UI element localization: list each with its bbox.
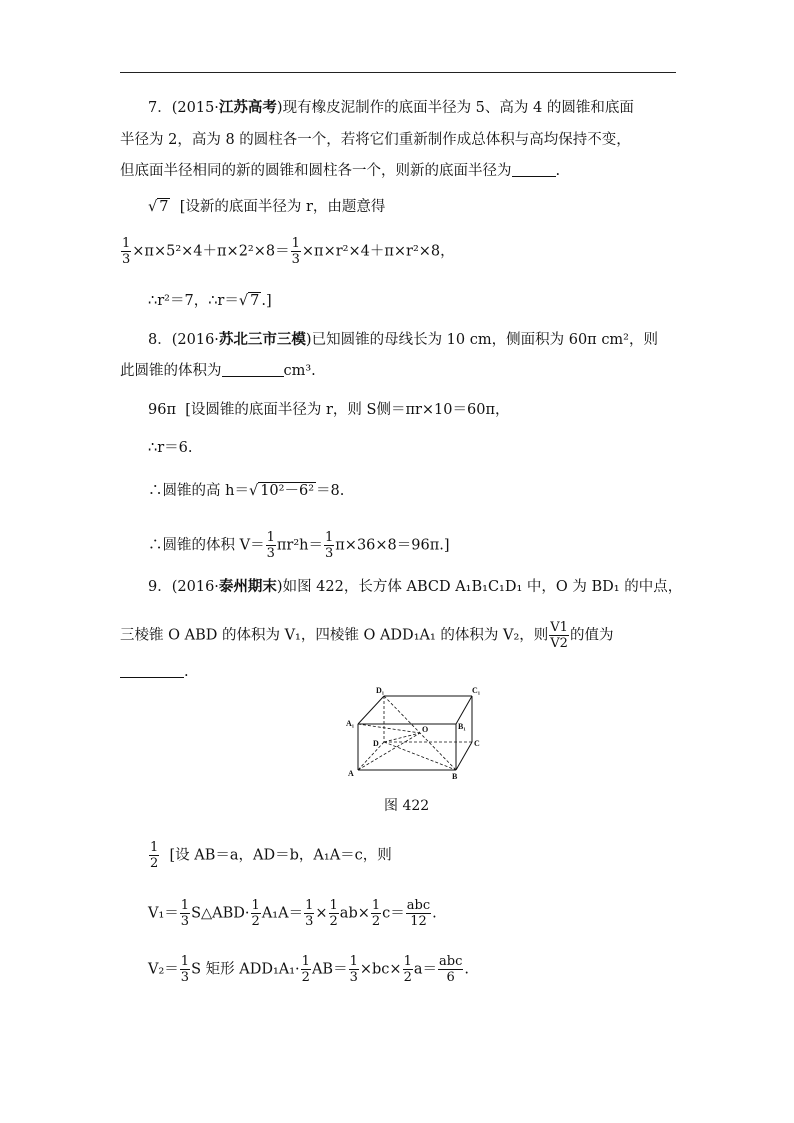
cuboid-figure [340,684,500,780]
a7-conclusion: ∴r²＝7，∴r＝√ 7 .] [148,293,272,309]
label-C1: C₁ [472,686,481,695]
q7-line3: 但底面半径相同的新的圆锥和圆柱各一个，则新的底面半径为 . [120,163,561,179]
label-D: D [373,739,379,748]
a7-equation: $\frac{1}{3}$ ×π×5²×4＋π×2²×8＝ $\frac{1}{3}$ ×π×r²×4＋π×r²×8， [122,236,455,267]
q7-line1: 7．(2015·江苏高考)现有橡皮泥制作的底面半径为 5、高为 4 的圆锥和底面 [148,99,634,116]
q9-line1: 9．(2016·泰州期末)如图 422，长方体 ABCD A₁B₁C₁D₁ 中，O 为 BD₁ 的中点， [148,578,683,595]
label-B: B [452,772,458,780]
label-B1: B₁ [458,722,466,731]
figure-caption: 图 422 [384,798,430,814]
a8-line2: ∴r＝6. [148,440,193,456]
label-C: C [474,739,480,748]
a9-v1: V₁＝ $\frac{1}{3}$ S△ABD· $\frac{1}{2}$ A₁A＝ $\frac{1}{3}$ × $\frac{1}{2}$ ab× $\frac{1}{2}$ c＝ $\frac{\text{abc}}{12}$ . [148,898,437,929]
q8-line2: 此圆锥的体积为 cm³. [120,363,316,379]
q8-line1: 8．(2016·苏北三市三模)已知圆锥的母线长为 10 cm，侧面积为 60π cm²，则 [148,331,658,348]
q9-line3: . [120,662,189,682]
a8-line3: ∴圆锥的高 h＝√ 10²－6² ＝8. [148,483,345,499]
label-A1: A₁ [346,719,355,728]
sqrt-answer: √ 7 [148,199,169,215]
label-O: O [422,725,429,734]
q9-line2: 三棱锥 O ABD 的体积为 V₁，四棱锥 O ADD₁A₁ 的体积为 V₂，则 $\frac{V1}{V2}$ 的值为 [120,620,614,651]
label-A: A [348,769,354,778]
a7-line1: √ 7 [设新的底面半径为 r，由题意得 [148,199,386,215]
label-D1: D₁ [376,686,385,695]
header-rule [120,72,676,73]
a8-line4: ∴圆锥的体积 V＝ $\frac{1}{3}$ πr²h＝ $\frac{1}{3}$ π×36×8＝96π.] [148,530,450,561]
a9-line1: $\frac{1}{2}$ [设 AB＝a，AD＝b，A₁A＝c，则 [150,840,392,871]
a9-v2: V₂＝ $\frac{1}{3}$ S 矩形 ADD₁A₁· $\frac{1}{2}$ AB＝ $\frac{1}{3}$ ×bc× $\frac{1}{2}$ a＝ $\frac{\text{abc}}{6}$ . [148,954,469,985]
a8-line1: 96π [设圆锥的底面半径为 r，则 S侧＝πr×10＝60π， [148,402,510,418]
q7-line2: 半径为 2，高为 8 的圆柱各一个，若将它们重新制作成总体积与高均保持不变， [120,132,631,148]
